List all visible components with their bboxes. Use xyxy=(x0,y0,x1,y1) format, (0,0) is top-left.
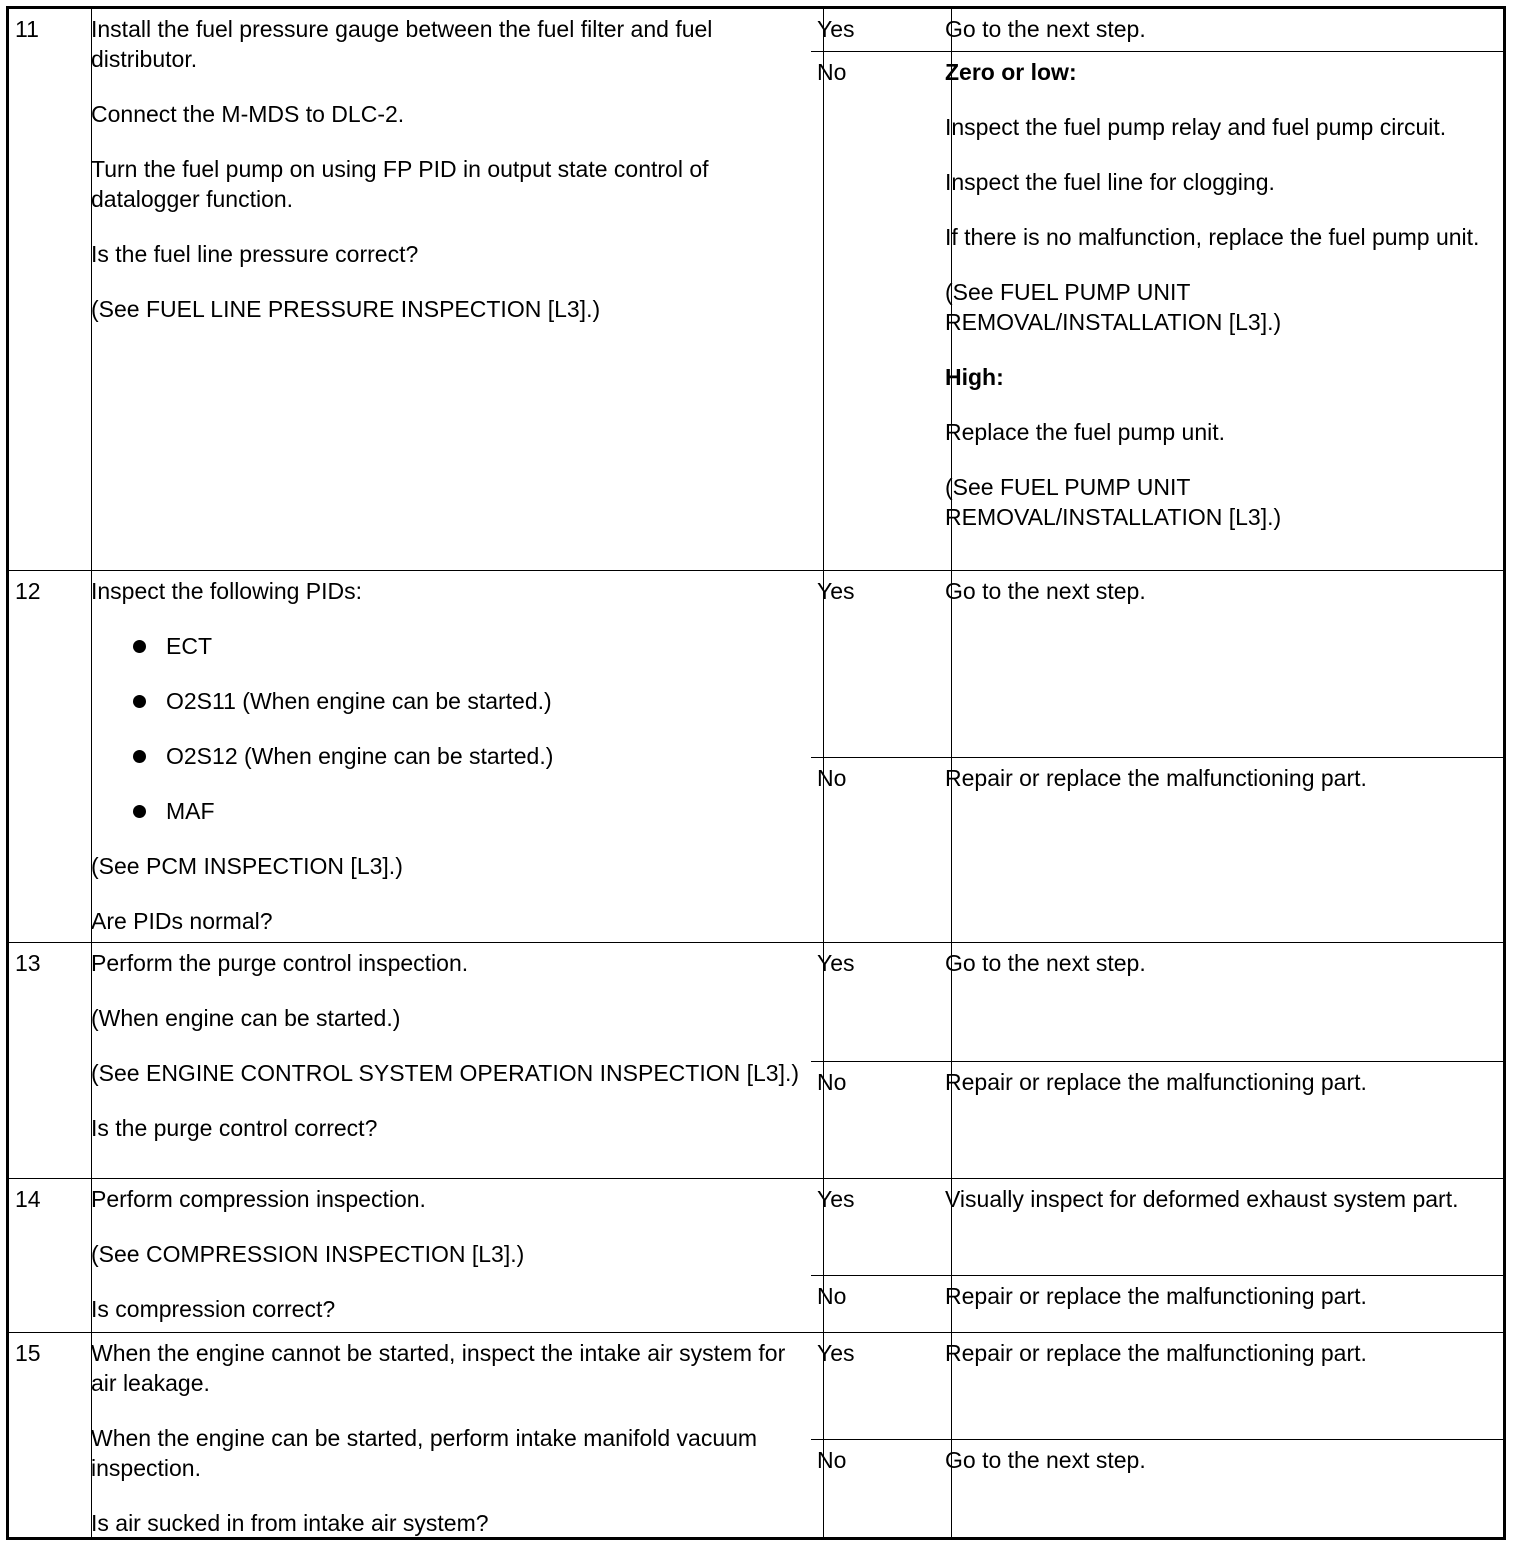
action-question: Is the fuel line pressure correct? xyxy=(91,241,419,267)
no-action-text: Replace the fuel pump unit. xyxy=(945,419,1226,445)
step-number: 14 xyxy=(9,1179,92,1332)
no-subrow xyxy=(811,51,1503,570)
no-action-text: If there is no malfunction, replace the fuel pump unit. xyxy=(945,224,1480,250)
action-text: Inspect the following PIDs: xyxy=(91,578,363,604)
action-cell xyxy=(85,9,824,570)
yes-label: Yes xyxy=(811,9,952,51)
yes-subrow xyxy=(811,571,1503,757)
list-item: O2S12 (When engine can be started.) xyxy=(133,741,817,771)
action-reference: (See ENGINE CONTROL SYSTEM OPERATION INSPECTION [L3].) xyxy=(91,1060,800,1086)
table-row-step-13 xyxy=(9,942,1503,1178)
yes-subrow xyxy=(811,943,1503,1061)
step-number: 13 xyxy=(9,943,92,1178)
yes-action: Repair or replace the malfunctioning part. xyxy=(945,1340,1367,1366)
no-label: No xyxy=(811,1276,952,1332)
yes-subrow xyxy=(811,1179,1503,1275)
diagnostic-table xyxy=(6,6,1506,1540)
result-cell xyxy=(811,571,1503,942)
yes-action: Go to the next step. xyxy=(945,16,1146,42)
step-number: 12 xyxy=(9,571,92,942)
action-reference: (See COMPRESSION INSPECTION [L3].) xyxy=(91,1241,525,1267)
no-action: Repair or replace the malfunctioning part. xyxy=(945,1069,1367,1095)
no-subrow xyxy=(811,757,1503,942)
no-action-reference: (See FUEL PUMP UNIT REMOVAL/INSTALLATION [L3].) xyxy=(945,279,1282,335)
action-text: Install the fuel pressure gauge between the fuel filter and fuel distributor. xyxy=(91,16,713,72)
yes-label: Yes xyxy=(811,1179,952,1275)
zero-low-heading: Zero or low: xyxy=(945,59,1077,85)
action-cell xyxy=(85,1333,824,1537)
action-text: (When engine can be started.) xyxy=(91,1005,401,1031)
step-number: 15 xyxy=(9,1333,92,1537)
action-reference: (See FUEL LINE PRESSURE INSPECTION [L3].) xyxy=(91,296,601,322)
no-action: Go to the next step. xyxy=(945,1447,1146,1473)
result-cell xyxy=(811,943,1503,1178)
result-cell xyxy=(811,9,1503,570)
list-item: ECT xyxy=(133,631,817,661)
action-text: Connect the M-MDS to DLC-2. xyxy=(91,101,405,127)
action-cell xyxy=(85,571,824,942)
yes-subrow xyxy=(811,1333,1503,1439)
yes-label: Yes xyxy=(811,1333,952,1439)
table-row-step-14 xyxy=(9,1178,1503,1332)
action-question: Are PIDs normal? xyxy=(91,908,273,934)
no-label: No xyxy=(811,1062,952,1178)
no-subrow xyxy=(811,1275,1503,1332)
no-subrow xyxy=(811,1439,1503,1537)
action-question: Is compression correct? xyxy=(91,1296,336,1322)
action-cell xyxy=(85,1179,824,1332)
yes-action: Go to the next step. xyxy=(945,950,1146,976)
action-question: Is air sucked in from intake air system? xyxy=(91,1510,489,1536)
table-row-step-12 xyxy=(9,570,1503,942)
yes-subrow xyxy=(811,9,1503,51)
no-label: No xyxy=(811,1440,952,1537)
yes-action: Go to the next step. xyxy=(945,578,1146,604)
pid-list xyxy=(91,631,817,826)
list-item: O2S11 (When engine can be started.) xyxy=(133,686,817,716)
action-text: When the engine can be started, perform intake manifold vacuum inspection. xyxy=(91,1425,758,1481)
action-question: Is the purge control correct? xyxy=(91,1115,378,1141)
no-action-text: Inspect the fuel pump relay and fuel pump circuit. xyxy=(945,114,1447,140)
list-item: MAF xyxy=(133,796,817,826)
no-label: No xyxy=(811,758,952,942)
yes-label: Yes xyxy=(811,571,952,757)
action-text: When the engine cannot be started, inspect the intake air system for air leakage. xyxy=(91,1340,786,1396)
table-row-step-11 xyxy=(9,9,1503,570)
no-action-reference: (See FUEL PUMP UNIT REMOVAL/INSTALLATION [L3].) xyxy=(945,474,1282,530)
no-subrow xyxy=(811,1061,1503,1178)
action-reference: (See PCM INSPECTION [L3].) xyxy=(91,853,403,879)
step-number: 11 xyxy=(9,9,92,570)
action-text: Perform compression inspection. xyxy=(91,1186,426,1212)
no-label: No xyxy=(811,52,952,570)
yes-label: Yes xyxy=(811,943,952,1061)
yes-action: Visually inspect for deformed exhaust system part. xyxy=(945,1186,1459,1212)
no-action: Repair or replace the malfunctioning part. xyxy=(945,765,1367,791)
result-cell xyxy=(811,1333,1503,1537)
action-text: Turn the fuel pump on using FP PID in output state control of datalogger function. xyxy=(91,156,709,212)
no-action xyxy=(939,52,1503,570)
action-cell xyxy=(85,943,824,1178)
table-row-step-15 xyxy=(9,1332,1503,1537)
no-action: Repair or replace the malfunctioning part. xyxy=(945,1283,1367,1309)
result-cell xyxy=(811,1179,1503,1332)
action-text: Perform the purge control inspection. xyxy=(91,950,469,976)
no-action-text: Inspect the fuel line for clogging. xyxy=(945,169,1275,195)
high-heading: High: xyxy=(945,364,1004,390)
